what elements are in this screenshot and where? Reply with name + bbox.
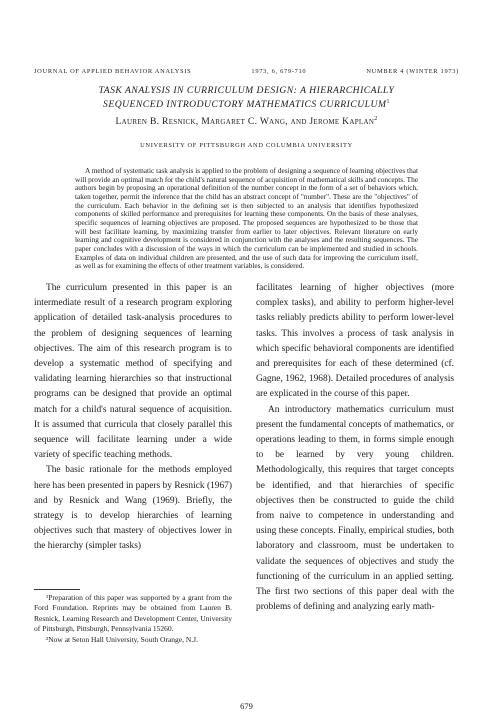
affiliation: UNIVERSITY OF PITTSBURGH AND COLUMBIA UNIVERSITY xyxy=(140,142,353,149)
running-header xyxy=(34,68,459,75)
abstract: A method of systematic task analysis is applied to the problem of designing a sequence of learning objectives that will provide an optimal match for the child's natural sequence of acquisition of mathematical skills and concepts. The authors begin by proposing an operational definition of the number concept in the form of a set of behaviors which, taken together, permit the inference that the child has an abstract concept of "number". These are the "objectives" of the curriculum. Each behavior in the defining set is then subjected to an analysis that identifies hypothesized components of skilled performance and prerequisites for learning these components. On the basis of these analyses, specific sequences of learning objectives are proposed. The proposed sequences are hypothesized to be those that will best facilitate learning, by maximizing transfer from earlier to later objectives. Relevant literature on early learning and cognitive development is considered in conjunction with the analyses and the resulting sequences. The paper concludes with a discussion of the ways in which the curriculum can be implemented and studied in schools. Examples of data on individual children are presented, and the use of such data for improving the curriculum itself, as well as for examining the effects of other treatment variables, is considered. xyxy=(75,166,418,271)
footnote-1: ¹Preparation of this paper was supported by a grant from the Ford Foundation. Reprints may be obtained from Lauren B. Resnick, Learning Research and Development Center, University of Pittsburgh, Pittsburgh, Pennsylvania 15260. xyxy=(34,593,232,634)
footnotes xyxy=(34,593,232,645)
author-footnote-marker: 2 xyxy=(374,116,378,122)
journal-name: JOURNAL OF APPLIED BEHAVIOR ANALYSIS xyxy=(34,68,192,75)
body-column-right xyxy=(256,281,454,615)
body-paragraph: An introductory mathematics curriculum must present the fundamental concepts of mathematics, or operations leading to them, in forms simple enough to be learned by very young children. Methodologically, this requires that target concepts be identified, and that hierarchies of specific objectives then be constructed to guide the child from naive to competence in understanding and using these concepts. Finally, empirical studies, both laboratory and classroom, must be undertaken to validate the sequences of objectives and study the functioning of the curriculum in an applied setting. The first two sections of this paper deal with the problems of defining and analyzing early math- xyxy=(256,404,454,613)
title-line-2: SEQUENCED INTRODUCTORY MATHEMATICS CURRICULUM$^1$ xyxy=(103,98,390,110)
author-list: Lauren B. Resnick, Margaret C. Wang, and Jerome Kaplan$^2$ xyxy=(115,116,378,128)
body-paragraph: The basic rationale for the methods employed here has been presented in papers by Resnick (1967) and by Resnick and Wang (1969). Briefly, the strategy is to develop hierarchies of learning objectives such that mastery of objectives lower in the hierarchy (simpler tasks) xyxy=(34,465,232,552)
body-paragraph: The curriculum presented in this paper is an intermediate result of a research program exploring application of detailed task-analysis procedures to the problem of designing sequences of learning objectives. The aim of this research program is to develop a systematic method of specifying and validating learning hierarchies so that instructional programs can be designed that provide an optimal match for a child's natural sequence of acquisition. It is assumed that curricula that closely parallel this sequence will facilitate learning under a wide variety of specific teaching methods. xyxy=(34,283,232,461)
volume-info: 1973, 6, 679-710 xyxy=(251,68,307,75)
page-number: 679 xyxy=(240,701,253,711)
footnote-divider xyxy=(34,589,80,590)
title-line-1: TASK ANALYSIS IN CURRICULUM DESIGN: A HIERARCHICALLY xyxy=(98,85,395,96)
body-column-left xyxy=(34,281,232,555)
footnote-2: ²Now at Seton Hall University, South Orange, N.J. xyxy=(46,634,198,644)
body-paragraph: facilitates learning of higher objectives (more complex tasks), and ability to perform higher-level tasks reliably predicts ability to perform lower-level tasks. This involves a process of task analysis in which specific behavioral components are identified and prerequisites for each of these determined (cf. Gagne, 1962, 1968). Detailed procedures of analysis are explicated in the course of this paper. xyxy=(256,283,454,400)
article-title xyxy=(34,85,459,111)
issue-info: NUMBER 4 (WINTER 1973) xyxy=(366,68,459,75)
title-footnote-marker: 1 xyxy=(386,98,390,105)
